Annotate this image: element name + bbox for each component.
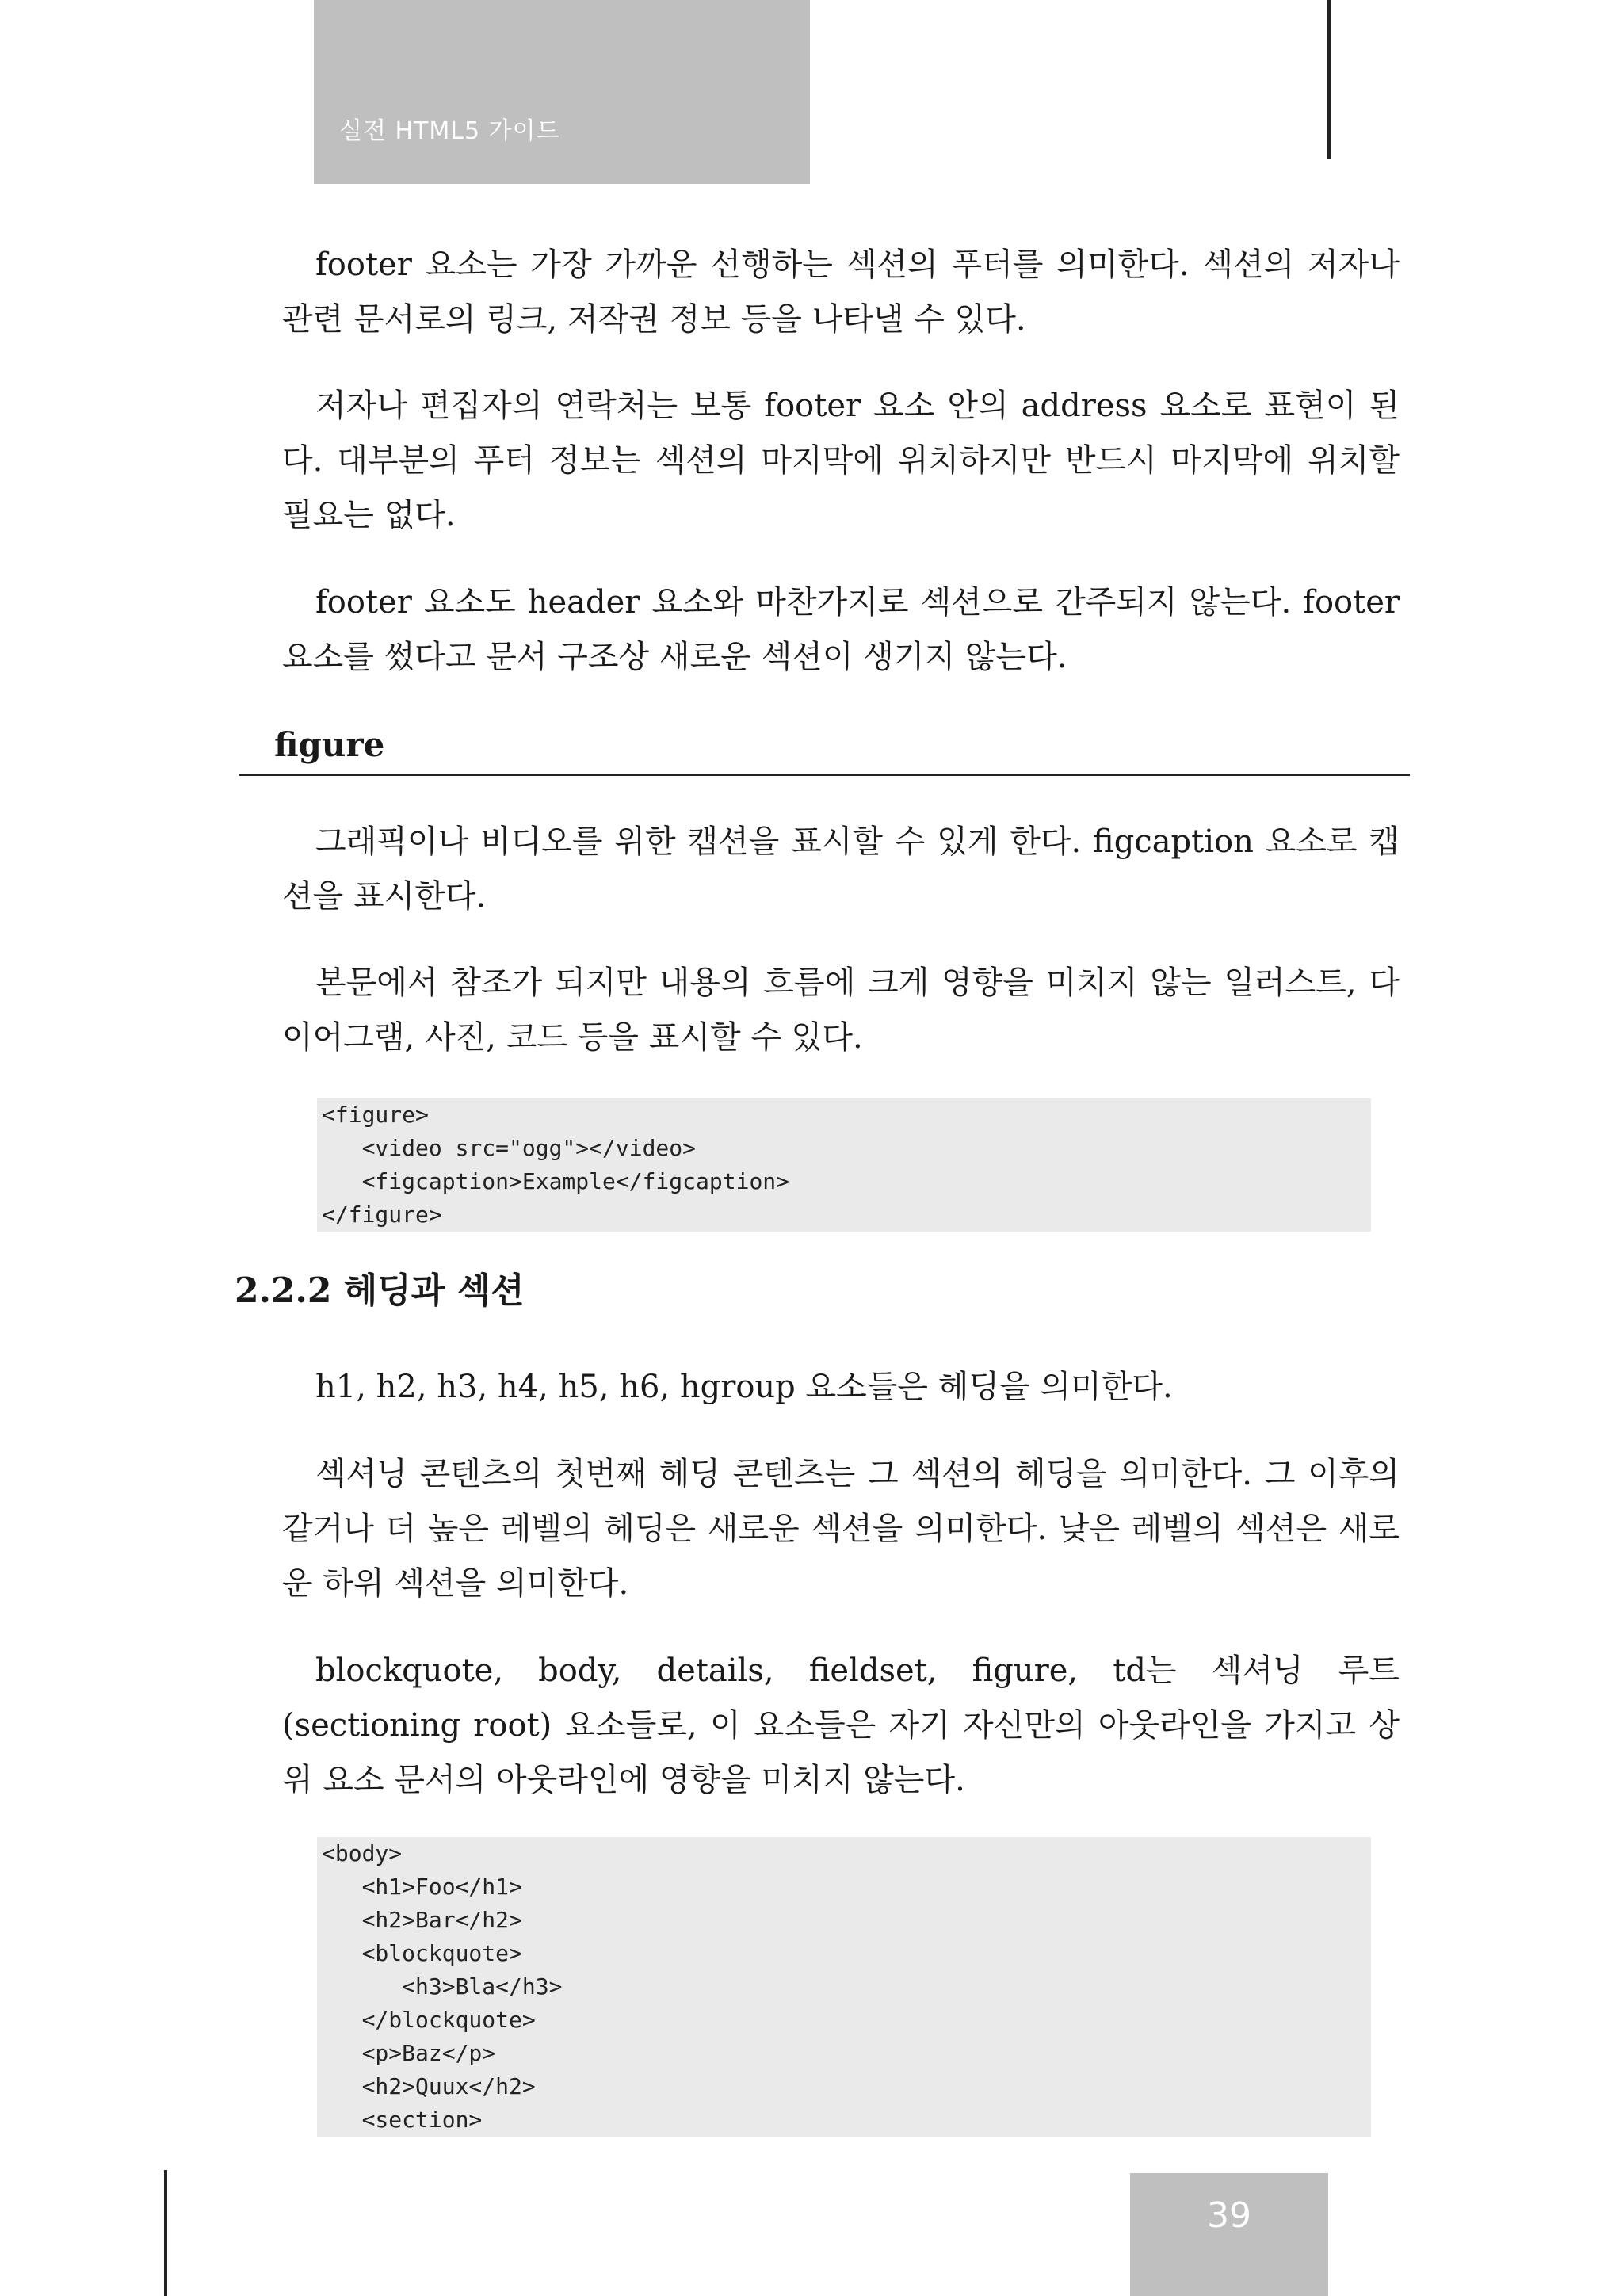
code-line: <figure> [322, 1102, 429, 1128]
code-line: <h3>Bla</h3> [322, 1973, 563, 2000]
code-line: <figcaption>Example</figcaption> [322, 1168, 790, 1194]
code-block-figure [317, 1098, 1371, 1232]
top-vertical-rule [1327, 0, 1331, 159]
code-line: </blockquote> [322, 2007, 536, 2033]
code-line: <h2>Bar</h2> [322, 1907, 522, 1933]
paragraph-figure-2: 본문에서 참조가 되지만 내용의 흐름에 크게 영향을 미치지 않는 일러스트, 다이어그램, 사진, 코드 등을 표시할 수 있다. [282, 965, 1400, 1056]
code-line: <h2>Quux</h2> [322, 2073, 536, 2099]
code-line: <blockquote> [322, 1940, 522, 1966]
bottom-vertical-rule [164, 2170, 167, 2296]
paragraph-heading-1: h1, h2, h3, h4, h5, h6, hgroup 요소들은 헤딩을 의미한다. [315, 1369, 1173, 1405]
code-line: <p>Baz</p> [322, 2040, 496, 2066]
figure-heading-rule [239, 774, 1410, 776]
running-header-title: 실전 HTML5 가이드 [339, 117, 560, 145]
code-line: <h1>Foo</h1> [322, 1874, 522, 1900]
code-line: <body> [322, 1840, 403, 1866]
page-number: 39 [1207, 2195, 1251, 2236]
paragraph-footer-1: footer 요소는 가장 가까운 선행하는 섹션의 푸터를 의미한다. 섹션의 저자나 관련 문서로의 링크, 저작권 정보 등을 나타낼 수 있다. [282, 246, 1400, 338]
paragraph-footer-2: 저자나 편집자의 연락처는 보통 footer 요소 안의 address 요소로 표현이 된다. 대부분의 푸터 정보는 섹션의 마지막에 위치하지만 반드시 마지막에 위치할 필요는 없다. [282, 388, 1400, 533]
paragraph-heading-3: blockquote, body, details, fieldset, figure, td는 섹셔닝 루트(sectioning root) 요소들로, 이 요소들은 자기 자신만의 아웃라인을 가지고 상위 요소 문서의 아웃라인에 영향을 미치지 않는다. [282, 1652, 1400, 1798]
header-block [314, 0, 810, 184]
code-line: </figure> [322, 1201, 442, 1228]
paragraph-footer-3: footer 요소도 header 요소와 마찬가지로 섹션으로 간주되지 않는다. footer 요소를 썼다고 문서 구조상 새로운 섹션이 생기지 않는다. [282, 584, 1400, 675]
paragraph-heading-2: 섹셔닝 콘텐츠의 첫번째 헤딩 콘텐츠는 그 섹션의 헤딩을 의미한다. 그 이후의 같거나 더 높은 레벨의 헤딩은 새로운 섹션을 의미한다. 낮은 레벨의 섹션은 새로운 하위 섹션을 의미한다. [282, 1456, 1400, 1602]
paragraph-figure-1: 그래픽이나 비디오를 위한 캡션을 표시할 수 있게 한다. figcaption 요소로 캡션을 표시한다. [282, 823, 1400, 915]
code-line: <video src="ogg"></video> [322, 1135, 697, 1161]
section-title: 2.2.2 헤딩과 섹션 [235, 1270, 525, 1311]
code-block-body [317, 1837, 1371, 2137]
figure-heading: figure [274, 725, 385, 764]
code-line: <section> [322, 2107, 483, 2133]
